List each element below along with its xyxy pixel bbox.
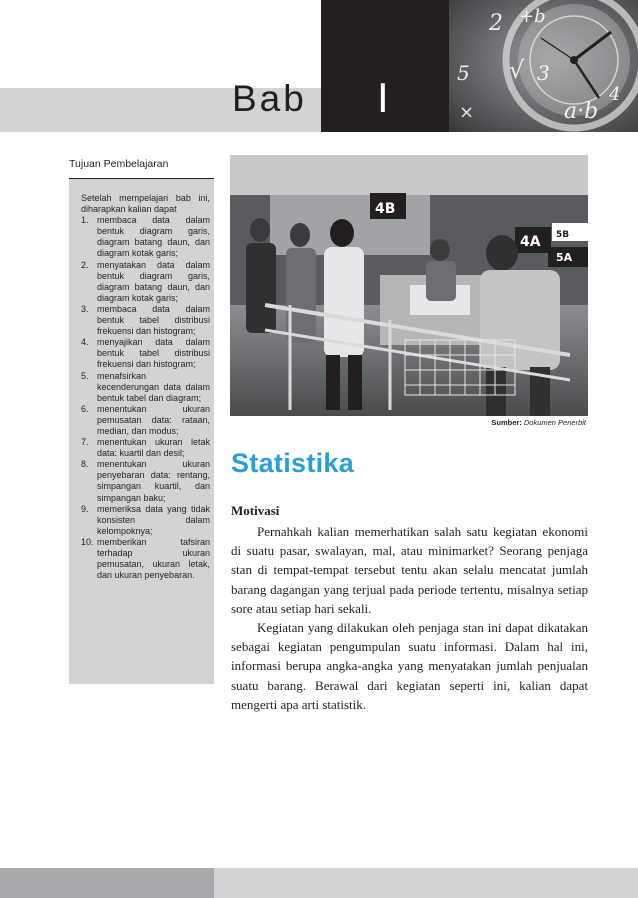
footer-band-right bbox=[214, 868, 638, 898]
svg-text:3: 3 bbox=[537, 61, 550, 85]
aisle-sign-4a: 4A bbox=[520, 234, 541, 250]
objective-item bbox=[81, 260, 210, 304]
objective-item bbox=[81, 537, 210, 581]
objective-text: menentukan ukuran letak data: kuartil dan desil; bbox=[97, 437, 210, 459]
objective-text: membaca data dalam bentuk tabel distribusi frekuensi dan histogram; bbox=[97, 303, 210, 337]
objective-text: membaca data dalam bentuk diagram garis, diagram batang daun, dan diagram kotak garis; bbox=[97, 215, 210, 259]
objective-item bbox=[81, 337, 210, 370]
bab-label: Bab bbox=[232, 78, 307, 119]
objective-number: 1. bbox=[81, 215, 89, 226]
source-label: Sumber: bbox=[491, 418, 522, 427]
svg-text:2: 2 bbox=[489, 11, 503, 36]
svg-text:5: 5 bbox=[457, 61, 470, 85]
objective-text: menafsirkan kecenderungan data dalam bentuk tabel dan diagram; bbox=[97, 370, 210, 403]
chapter-numeral: I bbox=[377, 74, 389, 121]
objective-text: memberikan tafsiran terhadap ukuran pemusatan, ukuran letak, dan ukuran penyebaran. bbox=[97, 536, 210, 581]
objective-item bbox=[81, 404, 210, 437]
learning-objectives-box bbox=[69, 179, 214, 684]
objective-number: 7. bbox=[81, 437, 89, 448]
clock-formula-graphic bbox=[449, 0, 638, 132]
objective-text: memeriksa data yang tidak konsisten dalam kelompoknya; bbox=[97, 503, 210, 536]
aisle-sign-5a: 5A bbox=[556, 251, 573, 264]
objective-number: 9. bbox=[81, 503, 89, 514]
chapter-title: Statistika bbox=[231, 448, 355, 478]
svg-text:4: 4 bbox=[609, 84, 621, 105]
objective-text: menentukan ukuran pemusatan data: rataan, median, dan modus; bbox=[97, 403, 210, 436]
objectives-intro: Setelah mempelajari bab ini, diharapkan kalian dapat bbox=[81, 193, 210, 215]
motivasi-body bbox=[231, 522, 588, 714]
motivasi-paragraph: Kegiatan yang dilakukan oleh penjaga stan ini dapat dikatakan sebagai kegiatan pengumpulan suatu informasi. Dalam hal ini, informasi berupa angka-angka yang menyatakan jumlah penjualan suatu barang. Berawal dari kegiatan seperti ini, kalian dapat mengerti apa arti statistik. bbox=[231, 620, 588, 712]
photo-source-credit bbox=[491, 418, 586, 427]
objective-number: 4. bbox=[81, 337, 89, 348]
objective-item bbox=[81, 371, 210, 404]
svg-text:+b: +b bbox=[519, 6, 546, 27]
market-checkout-photo bbox=[230, 155, 588, 416]
motivasi-paragraph: Pernahkah kalian memerhatikan salah satu kegiatan ekonomi di suatu pasar, swalayan, mal, atau minimarket? Seorang penjaga stan di tempat-tempat tersebut tentu akan selalu mencatat jumlah barang dagangan yang terjual pada periode tertentu, misalnya setiap sore atau setiap hari sekali. bbox=[231, 524, 588, 616]
objective-text: menentukan ukuran penyebaran data: rentang, simpangan kuartil, dan simpangan baku; bbox=[97, 459, 210, 503]
objective-number: 5. bbox=[81, 370, 89, 381]
objective-text: menyatakan data dalam bentuk diagram garis, diagram batang daun, dan diagram kotak garis; bbox=[97, 259, 210, 303]
objective-number: 10. bbox=[81, 536, 94, 547]
svg-text:√: √ bbox=[509, 56, 525, 84]
clock-formula-header-image bbox=[449, 0, 638, 132]
aisle-sign-5b: 5B bbox=[556, 230, 570, 240]
footer-band-left bbox=[0, 868, 214, 898]
learning-objectives-title: Tujuan Pembelajaran bbox=[69, 158, 169, 170]
svg-text:×: × bbox=[459, 102, 475, 123]
objective-item bbox=[81, 459, 210, 503]
objective-number: 8. bbox=[81, 459, 89, 470]
objective-number: 6. bbox=[81, 403, 89, 414]
objective-number: 2. bbox=[81, 259, 89, 270]
source-value: Dokumen Penerbit bbox=[523, 418, 586, 427]
motivasi-heading: Motivasi bbox=[231, 503, 280, 518]
objective-number: 3. bbox=[81, 303, 89, 314]
objective-item bbox=[81, 504, 210, 537]
objective-item bbox=[81, 215, 210, 259]
aisle-sign-4b: 4B bbox=[375, 201, 396, 217]
objective-item bbox=[81, 437, 210, 459]
objectives-list bbox=[81, 215, 210, 581]
market-scene-graphic bbox=[230, 155, 588, 416]
objective-text: menyajikan data dalam bentuk tabel distribusi frekuensi dan histogram; bbox=[97, 337, 210, 370]
svg-text:a·b: a·b bbox=[564, 99, 599, 124]
objective-item bbox=[81, 304, 210, 337]
